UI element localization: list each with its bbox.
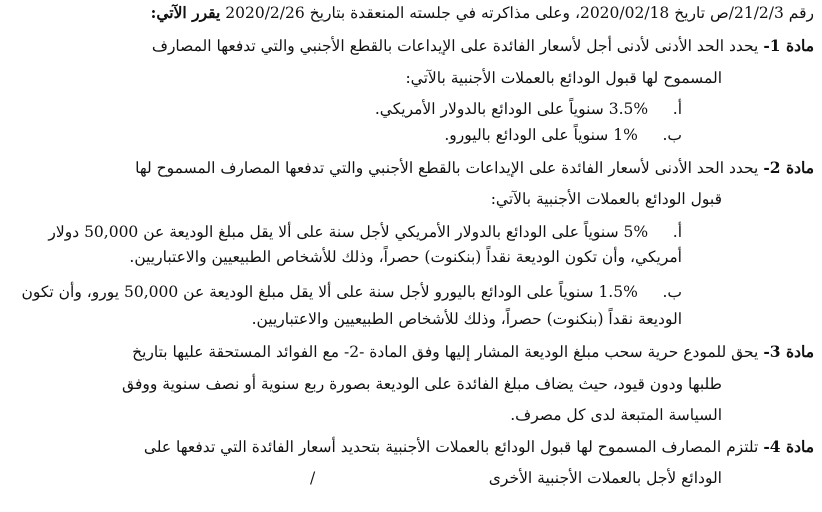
article-1-item-a (375, 98, 682, 120)
article-2-item-b-text-2: الوديعة نقداً (بنكنوت) حصراً، وذلك للأشخاص الطبيعيين والاعتباريين. (251, 310, 682, 328)
item-marker: أ. (672, 100, 682, 118)
item-marker: ب. (662, 283, 682, 301)
article-2-item-a-line-2 (129, 246, 682, 268)
article-1-item-a-text: 3.5% سنوياً على الودائع بالدولار الأمريكي. (374, 100, 649, 118)
article-2-item-a-text-2: أمريكي، وأن تكون الوديعة نقداً (بنكنوت) حصراً، وذلك للأشخاص الطبيعيين والاعتباريين. (129, 248, 682, 266)
article-3-line-2 (122, 373, 722, 395)
article-1-line-1 (152, 35, 814, 57)
article-2-item-a-line-1 (48, 221, 682, 243)
article-3-label: مادة 3- (763, 342, 814, 361)
article-2-item-a-text-1: 5% سنوياً على الودائع بالدولار الأمريكي لأجل سنة على ألا يقل مبلغ الوديعة عن 50,000 دولار (48, 223, 649, 241)
article-2-item-b-line-2 (252, 308, 682, 330)
article-2-item-b-text-1: 1.5% سنوياً على الودائع باليورو لأجل سنة على ألا يقل مبلغ الوديعة عن 50,000 يورو، وأن تكون (21, 283, 638, 301)
article-2-text-2: قبول الودائع بالعملات الأجنبية بالآتي: (490, 190, 722, 208)
article-4-label: مادة 4- (763, 437, 814, 456)
article-3-text-3: السياسة المتبعة لدى كل مصرف. (510, 406, 722, 424)
article-3-line-3 (510, 404, 722, 426)
article-2-label: مادة 2- (763, 158, 814, 177)
decision-heading: يقرر الآتي: (150, 3, 221, 22)
article-1-label: مادة 1- (763, 36, 814, 55)
article-1-text-2: المسموح لها قبول الودائع بالعملات الأجنبية بالآتي: (405, 69, 722, 87)
article-2-text-1: يحدد الحد الأدنى لأسعار الفائدة على الإيداعات بالقطع الأجنبي والتي تدفعها المصارف المسموح لها (135, 159, 759, 177)
article-2-item-b-line-1 (21, 281, 682, 303)
article-4-line-1 (144, 436, 814, 458)
item-marker: ب. (662, 126, 682, 144)
article-1-item-b-text: 1% سنوياً على الودائع باليورو. (444, 126, 638, 144)
item-marker: أ. (672, 223, 682, 241)
article-3-text-1: يحق للمودع حرية سحب مبلغ الوديعة المشار إليها وفق المادة -2- مع الفوائد المستحقة عليها بتاريخ (132, 343, 759, 361)
article-1-line-2 (405, 67, 722, 89)
article-3-text-2: طلبها ودون قيود، حيث يضاف مبلغ الفائدة على الوديعة بصورة ربع سنوية أو نصف سنوية ووفق (122, 375, 722, 393)
article-4-text-2: الودائع لأجل بالعملات الأجنبية الأخرى (488, 469, 722, 487)
trailing-slash: / (310, 469, 316, 487)
article-1-text-1: يحدد الحد الأدنى لأدنى أجل لأسعار الفائدة على الإيداعات بالقطع الأجنبي والتي تدفعها المصارف (151, 37, 759, 55)
article-4-text-1: تلتزم المصارف المسموح لها قبول الودائع بالعملات الأجنبية بتحديد أسعار الفائدة التي تدفعها على (143, 438, 759, 456)
intro-text: رقم 21/2/3/ص تاريخ 2020/02/18، وعلى مذاكرته في جلسته المنعقدة بتاريخ 2020/2/26 (225, 4, 814, 22)
article-4-trailing-mark (310, 467, 315, 489)
article-1-item-b (444, 124, 682, 146)
article-3-line-1 (132, 341, 814, 363)
article-2-line-2 (491, 188, 722, 210)
intro-line (151, 2, 814, 24)
article-2-line-1 (135, 157, 814, 179)
article-4-line-2 (489, 467, 722, 489)
